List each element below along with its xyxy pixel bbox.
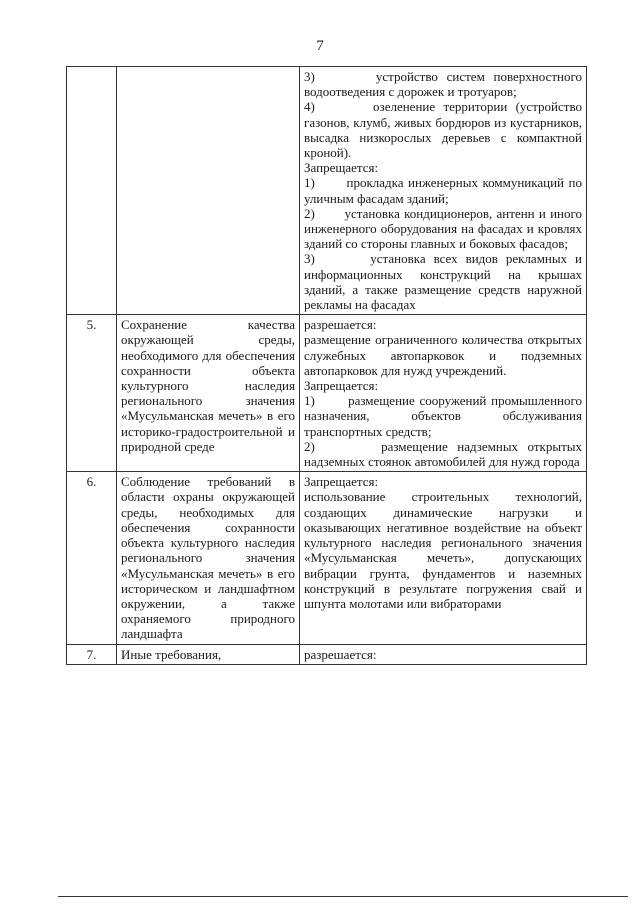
requirement-cell: [117, 67, 300, 315]
detail-paragraph: 2) установка кондиционеров, антенн и иного инженерного оборудования на фасадах и кровлях зданий со стороны главных и боковых фасадов;: [304, 205, 582, 252]
row-number: 5.: [67, 315, 117, 472]
row-number: [67, 67, 117, 315]
detail-paragraph: 3) устройство систем поверхностного водоотведения с дорожек и тротуаров;: [304, 69, 582, 100]
detail-paragraph: 3) установка всех видов рекламных и информационных конструкций на крышах зданий, а также размещение средств наружной рекламы на фасадах: [304, 251, 582, 313]
table-row: [67, 644, 587, 664]
detail-paragraph: Запрещается:: [304, 378, 379, 394]
detail-paragraph: Запрещается:: [304, 474, 379, 490]
detail-paragraph: разрешается:: [304, 317, 377, 333]
row-number: 6.: [67, 472, 117, 644]
table-row: [67, 315, 587, 472]
requirements-table: [66, 66, 587, 665]
detail-paragraph: разрешается:: [304, 646, 377, 662]
detail-paragraph: 4) озеленение территории (устройство газонов, клумб, живых бордюров из кустарников, высадка низкорослых деревьев с компактной кроной).: [304, 99, 582, 161]
requirement-cell: Сохранение качества окружающей среды, необходимого для обеспечения сохранности объекта культурного наследия регионального значения «Мусульманская мечеть» в его историко-градостроительной и природной среде: [117, 315, 300, 472]
table-row: [67, 67, 587, 315]
page-number: 7: [316, 38, 324, 54]
requirement-cell: Иные требования,: [117, 644, 300, 664]
detail-paragraph: 1) размещение сооружений промышленного назначения, объектов обслуживания транспортных средств;: [304, 393, 582, 439]
detail-paragraph: Запрещается:: [304, 160, 379, 176]
detail-paragraph: 1) прокладка инженерных коммуникаций по уличным фасадам зданий;: [304, 175, 582, 206]
details-cell: [300, 67, 587, 315]
detail-paragraph: размещение ограниченного количества открытых служебных автопарковок и подземных автопарковок для нужд учреждений.: [304, 332, 582, 378]
table-row: [67, 472, 587, 644]
details-cell: [300, 644, 587, 664]
detail-paragraph: 2) размещение надземных открытых надземных стоянок автомобилей для нужд города: [304, 438, 582, 470]
row-number: 7.: [67, 644, 117, 664]
bottom-rule: [58, 896, 628, 897]
requirement-cell: Соблюдение требований в области охраны окружающей среды, необходимых для обеспечения сохранности объекта культурного наследия регионального значения «Мусульманская мечеть» в его историческом и ландшафтном окружении, а также охраняемого природного ландшафта: [117, 472, 300, 644]
detail-paragraph: использование строительных технологий, создающих динамические нагрузки и оказывающих негативное воздействие на объект культурного наследия регионального значения «Мусульманская мечеть», допускающих вибрации грунта, фундаментов и наземных конструкций в результате погружения свай и шпунта молотами или вибраторами: [304, 489, 582, 611]
details-cell: [300, 472, 587, 644]
details-cell: [300, 315, 587, 472]
